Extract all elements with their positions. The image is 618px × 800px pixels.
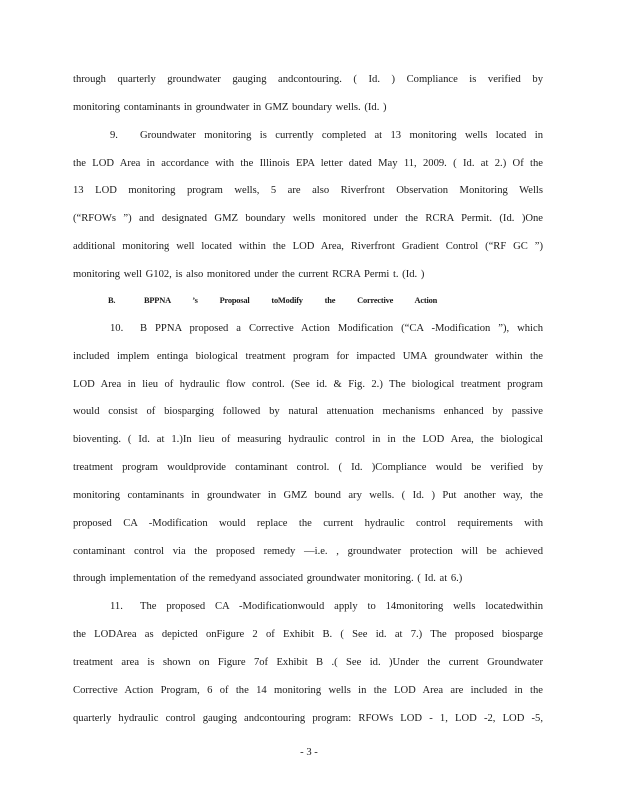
paragraph-number: 10. <box>110 323 124 334</box>
text-line: bioventing. ( Id. at 1.)In lieu of measuring hydraulic control in in the LOD Area, the biological <box>73 434 543 445</box>
paragraph-9-first-line <box>110 129 543 143</box>
text-span: The proposed CA -Modificationwould apply to 14monitoring wells locatedwithin <box>140 601 543 612</box>
text-line: through quarterly groundwater gauging andcontouring. ( Id. ) Compliance is verified by <box>73 74 543 85</box>
text-line: quarterly hydraulic control gauging andcontouring program: RFOWs LOD - 1, LOD -2, LOD -5, <box>73 713 543 724</box>
heading-label: B. <box>108 296 116 305</box>
text-line: Corrective Action Program, 6 of the 14 monitoring wells in the LOD Area are included in the <box>73 685 543 696</box>
text-line: 13 LOD monitoring program wells, 5 are also Riverfront Observation Monitoring Wells <box>73 185 543 196</box>
paragraph-number: 11. <box>110 601 123 612</box>
paragraph-11-first-line <box>110 600 543 614</box>
text-line: the LOD Area in accordance with the Illinois EPA letter dated May 11, 2009. ( Id. at 2.) Of the <box>73 158 543 169</box>
section-heading <box>108 296 437 305</box>
text-line: treatment program wouldprovide contaminant control. ( Id. )Compliance would be verified by <box>73 462 543 473</box>
page-number: - 3 - <box>300 747 318 758</box>
text-line: through implementation of the remedyand associated groundwater monitoring. ( Id. at 6.) <box>73 573 463 584</box>
text-line: (“RFOWs ”) and designated GMZ boundary wells monitored under the RCRA Permit. (Id. )One <box>73 213 543 224</box>
text-line: monitoring contaminants in groundwater in GMZ boundary wells. (Id. ) <box>73 102 387 113</box>
text-line: the LODArea as depicted onFigure 2 of Exhibit B. ( See id. at 7.) The proposed biosparge <box>73 629 543 640</box>
text-line: included implem entinga biological treatment program for impacted UMA groundwater within the <box>73 351 543 362</box>
text-line: treatment area is shown on Figure 7of Exhibit B .( See id. )Under the current Groundwater <box>73 657 543 668</box>
heading-text: BPPNA ’s Proposal toModify the Corrective Action <box>144 296 438 305</box>
paragraph-number: 9. <box>110 130 118 141</box>
text-span: Groundwater monitoring is currently completed at 13 monitoring wells located in <box>140 130 543 141</box>
text-line: monitoring well G102, is also monitored under the current RCRA Permi t. (Id. ) <box>73 269 425 280</box>
paragraph-10-first-line <box>110 322 543 336</box>
text-line: additional monitoring well located within the LOD Area, Riverfront Gradient Control (“RF GC ”) <box>73 241 543 252</box>
text-line: LOD Area in lieu of hydraulic flow control. (See id. & Fig. 2.) The biological treatment program <box>73 379 543 390</box>
text-line: would consist of biosparging followed by natural attenuation mechanisms enhanced by passive <box>73 406 543 417</box>
text-line: contaminant control via the proposed remedy —i.e. , groundwater protection will be achieved <box>73 546 543 557</box>
text-line: proposed CA -Modification would replace the current hydraulic control requirements with <box>73 518 543 529</box>
text-line: monitoring contaminants in groundwater in GMZ bound ary wells. ( Id. ) Put another way, the <box>73 490 543 501</box>
text-span: B PPNA proposed a Corrective Action Modification (“CA -Modification ”), which <box>140 323 543 334</box>
